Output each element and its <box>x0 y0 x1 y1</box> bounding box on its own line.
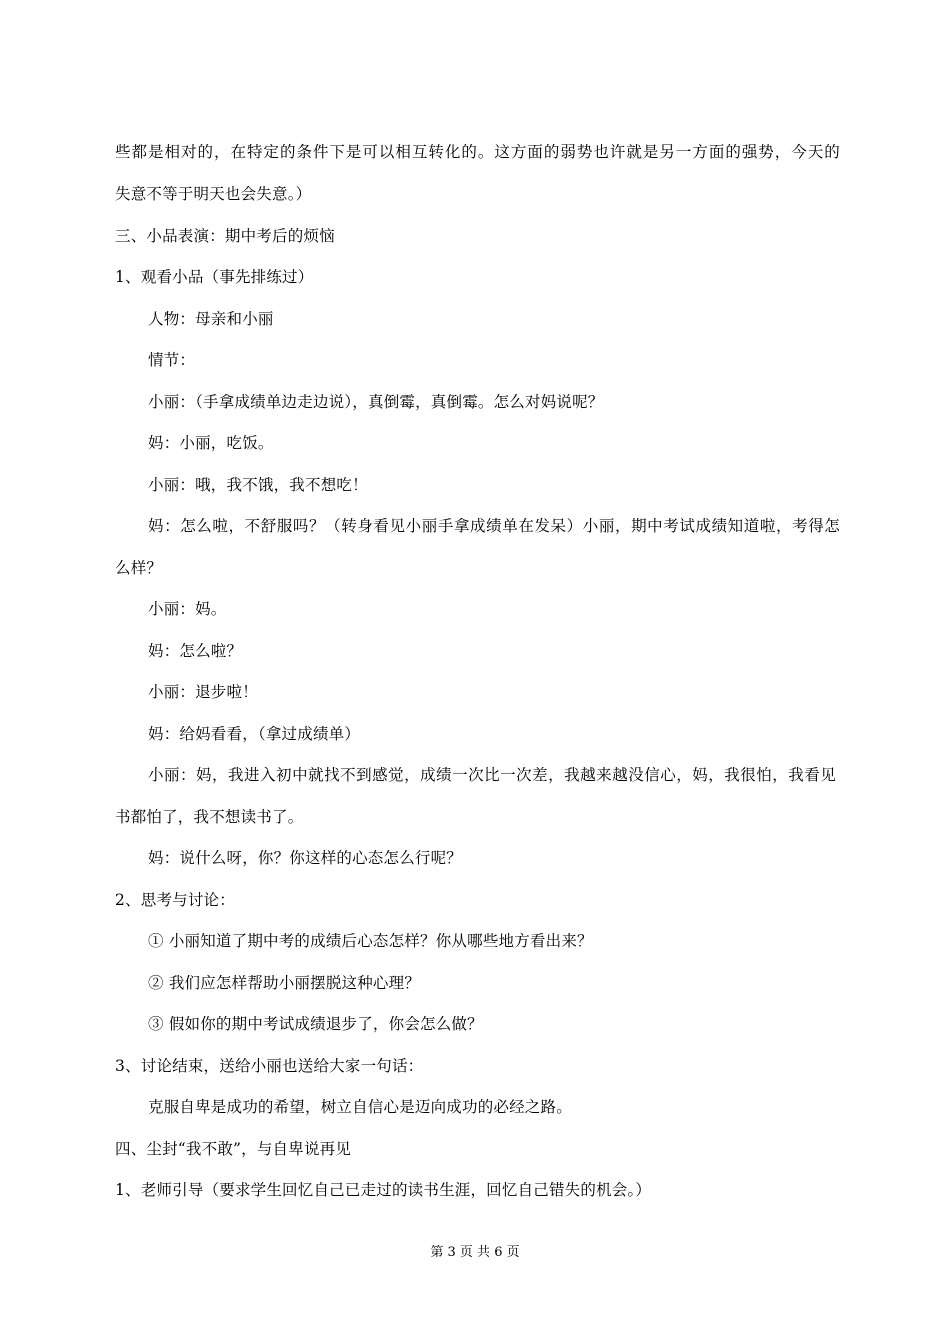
subsection-heading: 3、讨论结束，送给小丽也送给大家一句话： <box>115 1057 424 1075</box>
section-heading: 四、尘封“我不敢”，与自卑说再见 <box>115 1140 352 1158</box>
dialogue-line: 么样？ <box>115 559 163 577</box>
subsection-heading: 2、思考与讨论： <box>115 891 235 909</box>
dialogue-line: 小丽：妈，我进入初中就找不到感觉，成绩一次比一次差，我越来越没信心，妈，我很怕，我看见 <box>148 766 836 784</box>
paragraph-line: 失意不等于明天也会失意。） <box>115 185 312 203</box>
dialogue-line: 妈：怎么啦，不舒服吗？（转身看见小丽手拿成绩单在发呆）小丽，期中考试成绩知道啦，考得怎 <box>148 517 840 535</box>
section-heading: 三、小品表演：期中考后的烦恼 <box>115 227 335 245</box>
page-footer: 第 3 页 共 6 页 <box>430 1245 520 1260</box>
dialogue-line: 小丽：退步啦！ <box>148 683 258 701</box>
dialogue-line: 妈：说什么呀，你？你这样的心态怎么行呢？ <box>148 849 463 867</box>
dialogue-line: 妈：怎么啦？ <box>148 642 243 660</box>
dialogue-line: 妈：小丽，吃饭。 <box>148 434 274 452</box>
subsection-heading: 1、观看小品（事先排练过） <box>115 268 314 286</box>
list-item: ③ 假如你的期中考试成绩退步了，你会怎么做？ <box>148 1015 483 1033</box>
list-item: ② 我们应怎样帮助小丽摆脱这种心理？ <box>148 974 421 992</box>
dialogue-line: 小丽：（手拿成绩单边走边说），真倒霉，真倒霉。怎么对妈说呢？ <box>148 393 604 411</box>
dialogue-line: 书都怕了，我不想读书了。 <box>115 808 304 826</box>
dialogue-line: 小丽：哦，我不饿，我不想吃！ <box>148 476 368 494</box>
dialogue-line: 小丽：妈。 <box>148 600 227 618</box>
paragraph-line: 人物：母亲和小丽 <box>148 310 274 328</box>
paragraph-line: 克服自卑是成功的希望，树立自信心是迈向成功的必经之路。 <box>148 1098 572 1116</box>
list-item: ① 小丽知道了期中考的成绩后心态怎样？你从哪些地方看出来？ <box>148 932 593 950</box>
dialogue-line: 妈：给妈看看，（拿过成绩单） <box>148 725 361 743</box>
subsection-heading: 1、老师引导（要求学生回忆自己已走过的读书生涯，回忆自己错失的机会。） <box>115 1181 652 1199</box>
paragraph-line: 情节： <box>148 351 196 369</box>
paragraph-line: 些都是相对的，在特定的条件下是可以相互转化的。这方面的弱势也许就是另一方面的强势，今天的 <box>115 143 840 161</box>
